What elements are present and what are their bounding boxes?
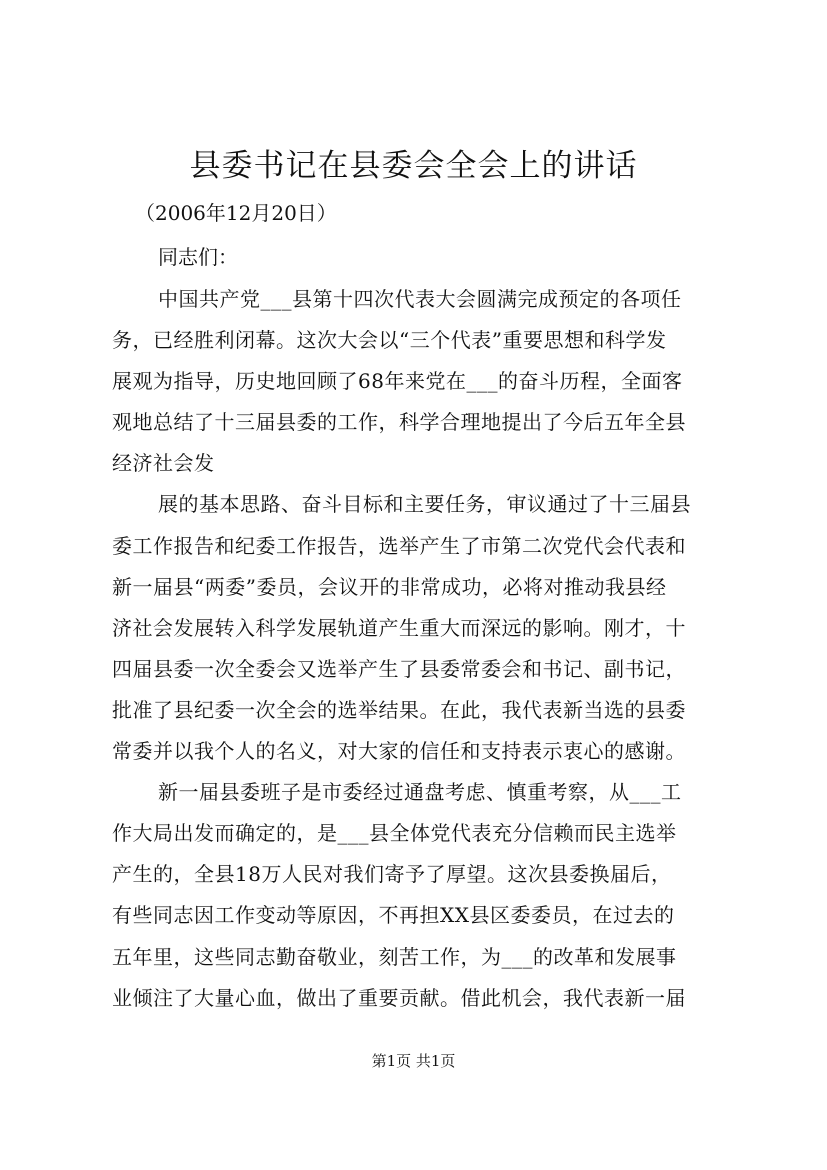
text-line: 批准了县纪委一次全会的选举结果。在此，我代表新当选的县委	[112, 697, 686, 722]
text-line: 四届县委一次全委会又选举产生了县委常委会和书记、副书记，	[112, 656, 686, 681]
text-line: 五年里，这些同志勤奋敬业，刻苦工作，为___的改革和发展事	[112, 944, 677, 969]
text-line: 作大局出发而确定的，是___县全体党代表充分信赖而民主选举	[112, 821, 677, 846]
text-line: 常委并以我个人的名义，对大家的信任和支持表示衷心的感谢。	[112, 739, 686, 764]
text-line: 有些同志因工作变动等原因，不再担XX县区委委员，在过去的	[112, 903, 675, 928]
text-line: 展的基本思路、奋斗目标和主要任务，审议通过了十三届县	[158, 492, 691, 517]
text-line: 新一届县“两委”委员，会议开的非常成功，必将对推动我县经	[112, 574, 667, 599]
speech-date: （2006年12月20日）	[135, 201, 337, 225]
greeting: 同志们：	[158, 245, 238, 269]
document-title: 县委书记在县委会全会上的讲话	[189, 148, 638, 184]
text-line: 新一届县委班子是市委经过通盘考虑、慎重考察，从___工	[158, 780, 682, 805]
text-line: 经济社会发	[112, 451, 215, 476]
text-line: 产生的，全县18万人民对我们寄予了厚望。这次县委换届后，	[112, 862, 672, 887]
text-line: 务，已经胜利闭幕。这次大会以“三个代表”重要思想和科学发	[112, 328, 667, 353]
speech-body	[112, 279, 715, 1019]
page-footer: 第1页 共1页	[371, 1052, 456, 1070]
text-line: 展观为指导，历史地回顾了68年来党在___的奋斗历程，全面客	[112, 369, 683, 394]
text-line: 委工作报告和纪委工作报告，选举产生了市第二次党代会代表和	[112, 533, 686, 558]
text-line: 中国共产党___县第十四次代表大会圆满完成预定的各项任	[158, 287, 682, 311]
text-line: 济社会发展转入科学发展轨道产生重大而深远的影响。刚才，十	[112, 615, 686, 640]
text-line: 业倾注了大量心血，做出了重要贡献。借此机会，我代表新一届	[112, 985, 686, 1010]
text-line: 观地总结了十三届县委的工作，科学合理地提出了今后五年全县	[112, 410, 686, 435]
